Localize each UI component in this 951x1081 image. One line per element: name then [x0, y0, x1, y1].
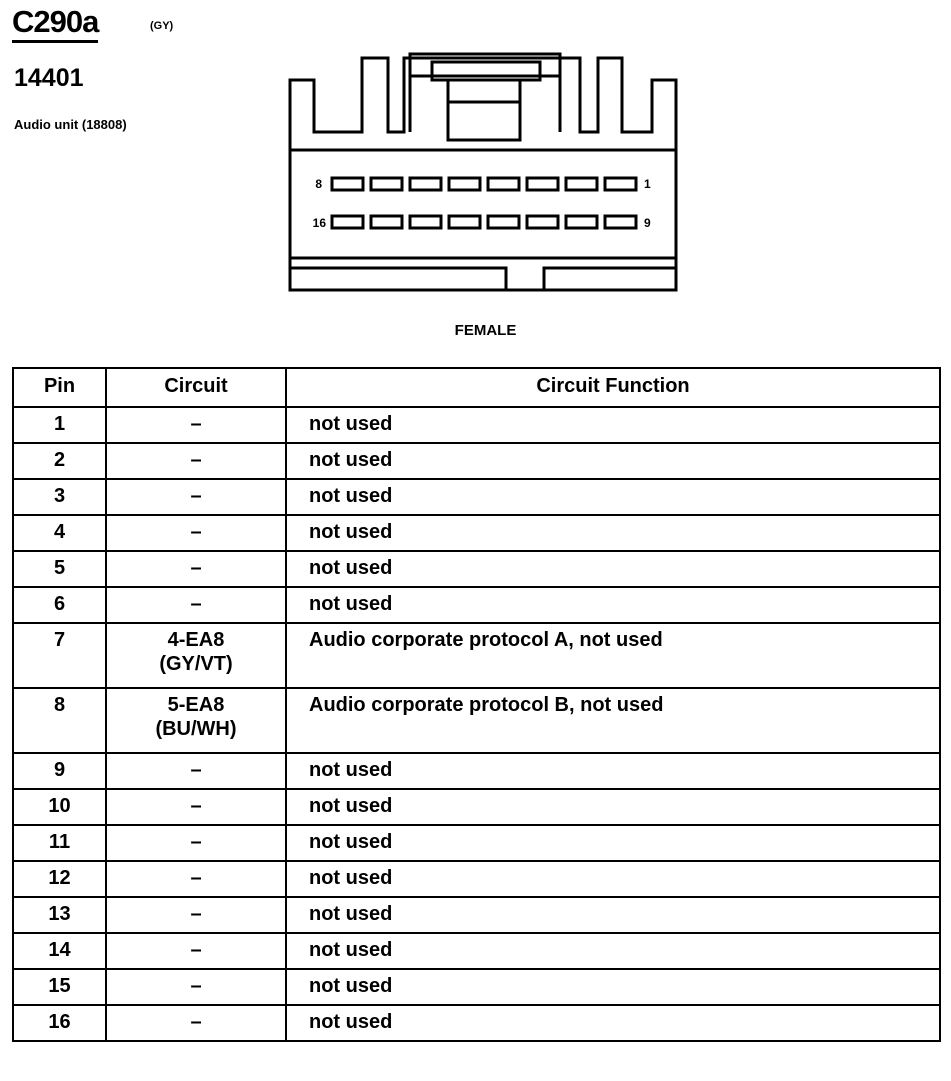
circuit-code: – — [190, 593, 202, 615]
table-row — [13, 789, 940, 825]
pin-number-cell: 11 — [13, 825, 106, 861]
circuit-function-cell: not used — [286, 753, 940, 789]
circuit-cell — [106, 861, 286, 897]
circuit-cell — [106, 587, 286, 623]
pin-cavity-3 — [527, 178, 558, 190]
circuit-function-cell: not used — [286, 479, 940, 515]
header-pin: Pin — [13, 368, 106, 407]
table-row — [13, 933, 940, 969]
pin-cavity-10 — [566, 216, 597, 228]
pin-cavity-12 — [488, 216, 519, 228]
pin-number-cell: 5 — [13, 551, 106, 587]
table-row — [13, 1005, 940, 1041]
pin-number-cell: 6 — [13, 587, 106, 623]
pin-number-cell: 8 — [13, 688, 106, 753]
circuit-cell — [106, 969, 286, 1005]
pin-number-cell: 3 — [13, 479, 106, 515]
circuit-cell — [106, 933, 286, 969]
table-row — [13, 551, 940, 587]
table-row — [13, 443, 940, 479]
connector-color-code: (GY) — [150, 20, 174, 32]
circuit-function-cell: not used — [286, 443, 940, 479]
header-circuit-function: Circuit Function — [286, 368, 940, 407]
circuit-function-cell: not used — [286, 825, 940, 861]
circuit-cell — [106, 515, 286, 551]
table-row — [13, 753, 940, 789]
pin-number-cell: 13 — [13, 897, 106, 933]
circuit-function-cell: Audio corporate protocol A, not used — [286, 623, 940, 688]
circuit-function-cell: not used — [286, 407, 940, 443]
pinout-table — [12, 367, 941, 1042]
circuit-cell — [106, 479, 286, 515]
circuit-function-cell: not used — [286, 969, 940, 1005]
circuit-code: – — [190, 449, 202, 471]
pin-label-1: 1 — [644, 177, 651, 191]
circuit-function-cell: not used — [286, 789, 940, 825]
pin-cavity-6 — [410, 178, 441, 190]
table-header-row — [13, 368, 940, 407]
pin-cavity-5 — [449, 178, 480, 190]
table-row — [13, 479, 940, 515]
pin-row-top — [332, 178, 636, 190]
pin-number-cell: 15 — [13, 969, 106, 1005]
circuit-code: – — [190, 521, 202, 543]
circuit-cell — [106, 897, 286, 933]
pin-label-16: 16 — [312, 216, 326, 230]
table-row — [13, 688, 940, 753]
table-row — [13, 587, 940, 623]
table-row — [13, 407, 940, 443]
circuit-cell — [106, 1005, 286, 1041]
circuit-code: 4-EA8 — [167, 629, 225, 651]
pin-cavity-13 — [449, 216, 480, 228]
circuit-wire-color: (BU/WH) — [155, 718, 237, 740]
circuit-code: – — [190, 939, 202, 961]
circuit-cell — [106, 789, 286, 825]
circuit-code: – — [190, 831, 202, 853]
pin-number-cell: 2 — [13, 443, 106, 479]
header-circuit: Circuit — [106, 368, 286, 407]
table-row — [13, 861, 940, 897]
pin-label-9: 9 — [644, 216, 651, 230]
pin-number-cell: 10 — [13, 789, 106, 825]
table-row — [13, 897, 940, 933]
circuit-code: – — [190, 759, 202, 781]
pin-number-cell: 7 — [13, 623, 106, 688]
pin-cavity-9 — [605, 216, 636, 228]
pin-label-8: 8 — [315, 177, 322, 191]
pin-cavity-1 — [605, 178, 636, 190]
circuit-wire-color: (GY/VT) — [159, 653, 233, 675]
circuit-function-cell: not used — [286, 861, 940, 897]
circuit-cell — [106, 688, 286, 753]
pin-number-cell: 9 — [13, 753, 106, 789]
circuit-code: – — [190, 557, 202, 579]
pin-number-cell: 4 — [13, 515, 106, 551]
circuit-cell — [106, 551, 286, 587]
pin-cavity-7 — [371, 178, 402, 190]
part-number: 14401 — [14, 64, 84, 92]
pin-cavity-4 — [488, 178, 519, 190]
circuit-code: – — [190, 413, 202, 435]
pin-row-bottom — [332, 216, 636, 228]
pin-cavity-2 — [566, 178, 597, 190]
table-row — [13, 969, 940, 1005]
circuit-function-cell: not used — [286, 587, 940, 623]
circuit-code: – — [190, 867, 202, 889]
circuit-cell — [106, 407, 286, 443]
table-row — [13, 515, 940, 551]
connector-face-diagram — [280, 52, 680, 297]
circuit-cell — [106, 623, 286, 688]
pin-number-cell: 12 — [13, 861, 106, 897]
circuit-code: – — [190, 1011, 202, 1033]
pin-number-cell: 14 — [13, 933, 106, 969]
pin-cavity-15 — [371, 216, 402, 228]
pin-cavity-16 — [332, 216, 363, 228]
circuit-function-cell: not used — [286, 1005, 940, 1041]
circuit-function-cell: not used — [286, 897, 940, 933]
circuit-code: – — [190, 903, 202, 925]
table-row — [13, 623, 940, 688]
circuit-function-cell: Audio corporate protocol B, not used — [286, 688, 940, 753]
circuit-cell — [106, 753, 286, 789]
pinout-table-body — [13, 407, 940, 1041]
circuit-cell — [106, 443, 286, 479]
pin-cavity-14 — [410, 216, 441, 228]
pin-cavity-11 — [527, 216, 558, 228]
circuit-code: – — [190, 485, 202, 507]
table-row — [13, 825, 940, 861]
circuit-code: 5-EA8 — [167, 694, 225, 716]
pin-number-cell: 1 — [13, 407, 106, 443]
pin-number-cell: 16 — [13, 1005, 106, 1041]
pin-cavity-8 — [332, 178, 363, 190]
circuit-code: – — [190, 975, 202, 997]
component-description: Audio unit (18808) — [14, 117, 127, 132]
circuit-function-cell: not used — [286, 933, 940, 969]
circuit-function-cell: not used — [286, 515, 940, 551]
circuit-cell — [106, 825, 286, 861]
circuit-code: – — [190, 795, 202, 817]
circuit-function-cell: not used — [286, 551, 940, 587]
connector-gender-label: FEMALE — [454, 322, 517, 339]
connector-id: C290a — [12, 4, 98, 43]
